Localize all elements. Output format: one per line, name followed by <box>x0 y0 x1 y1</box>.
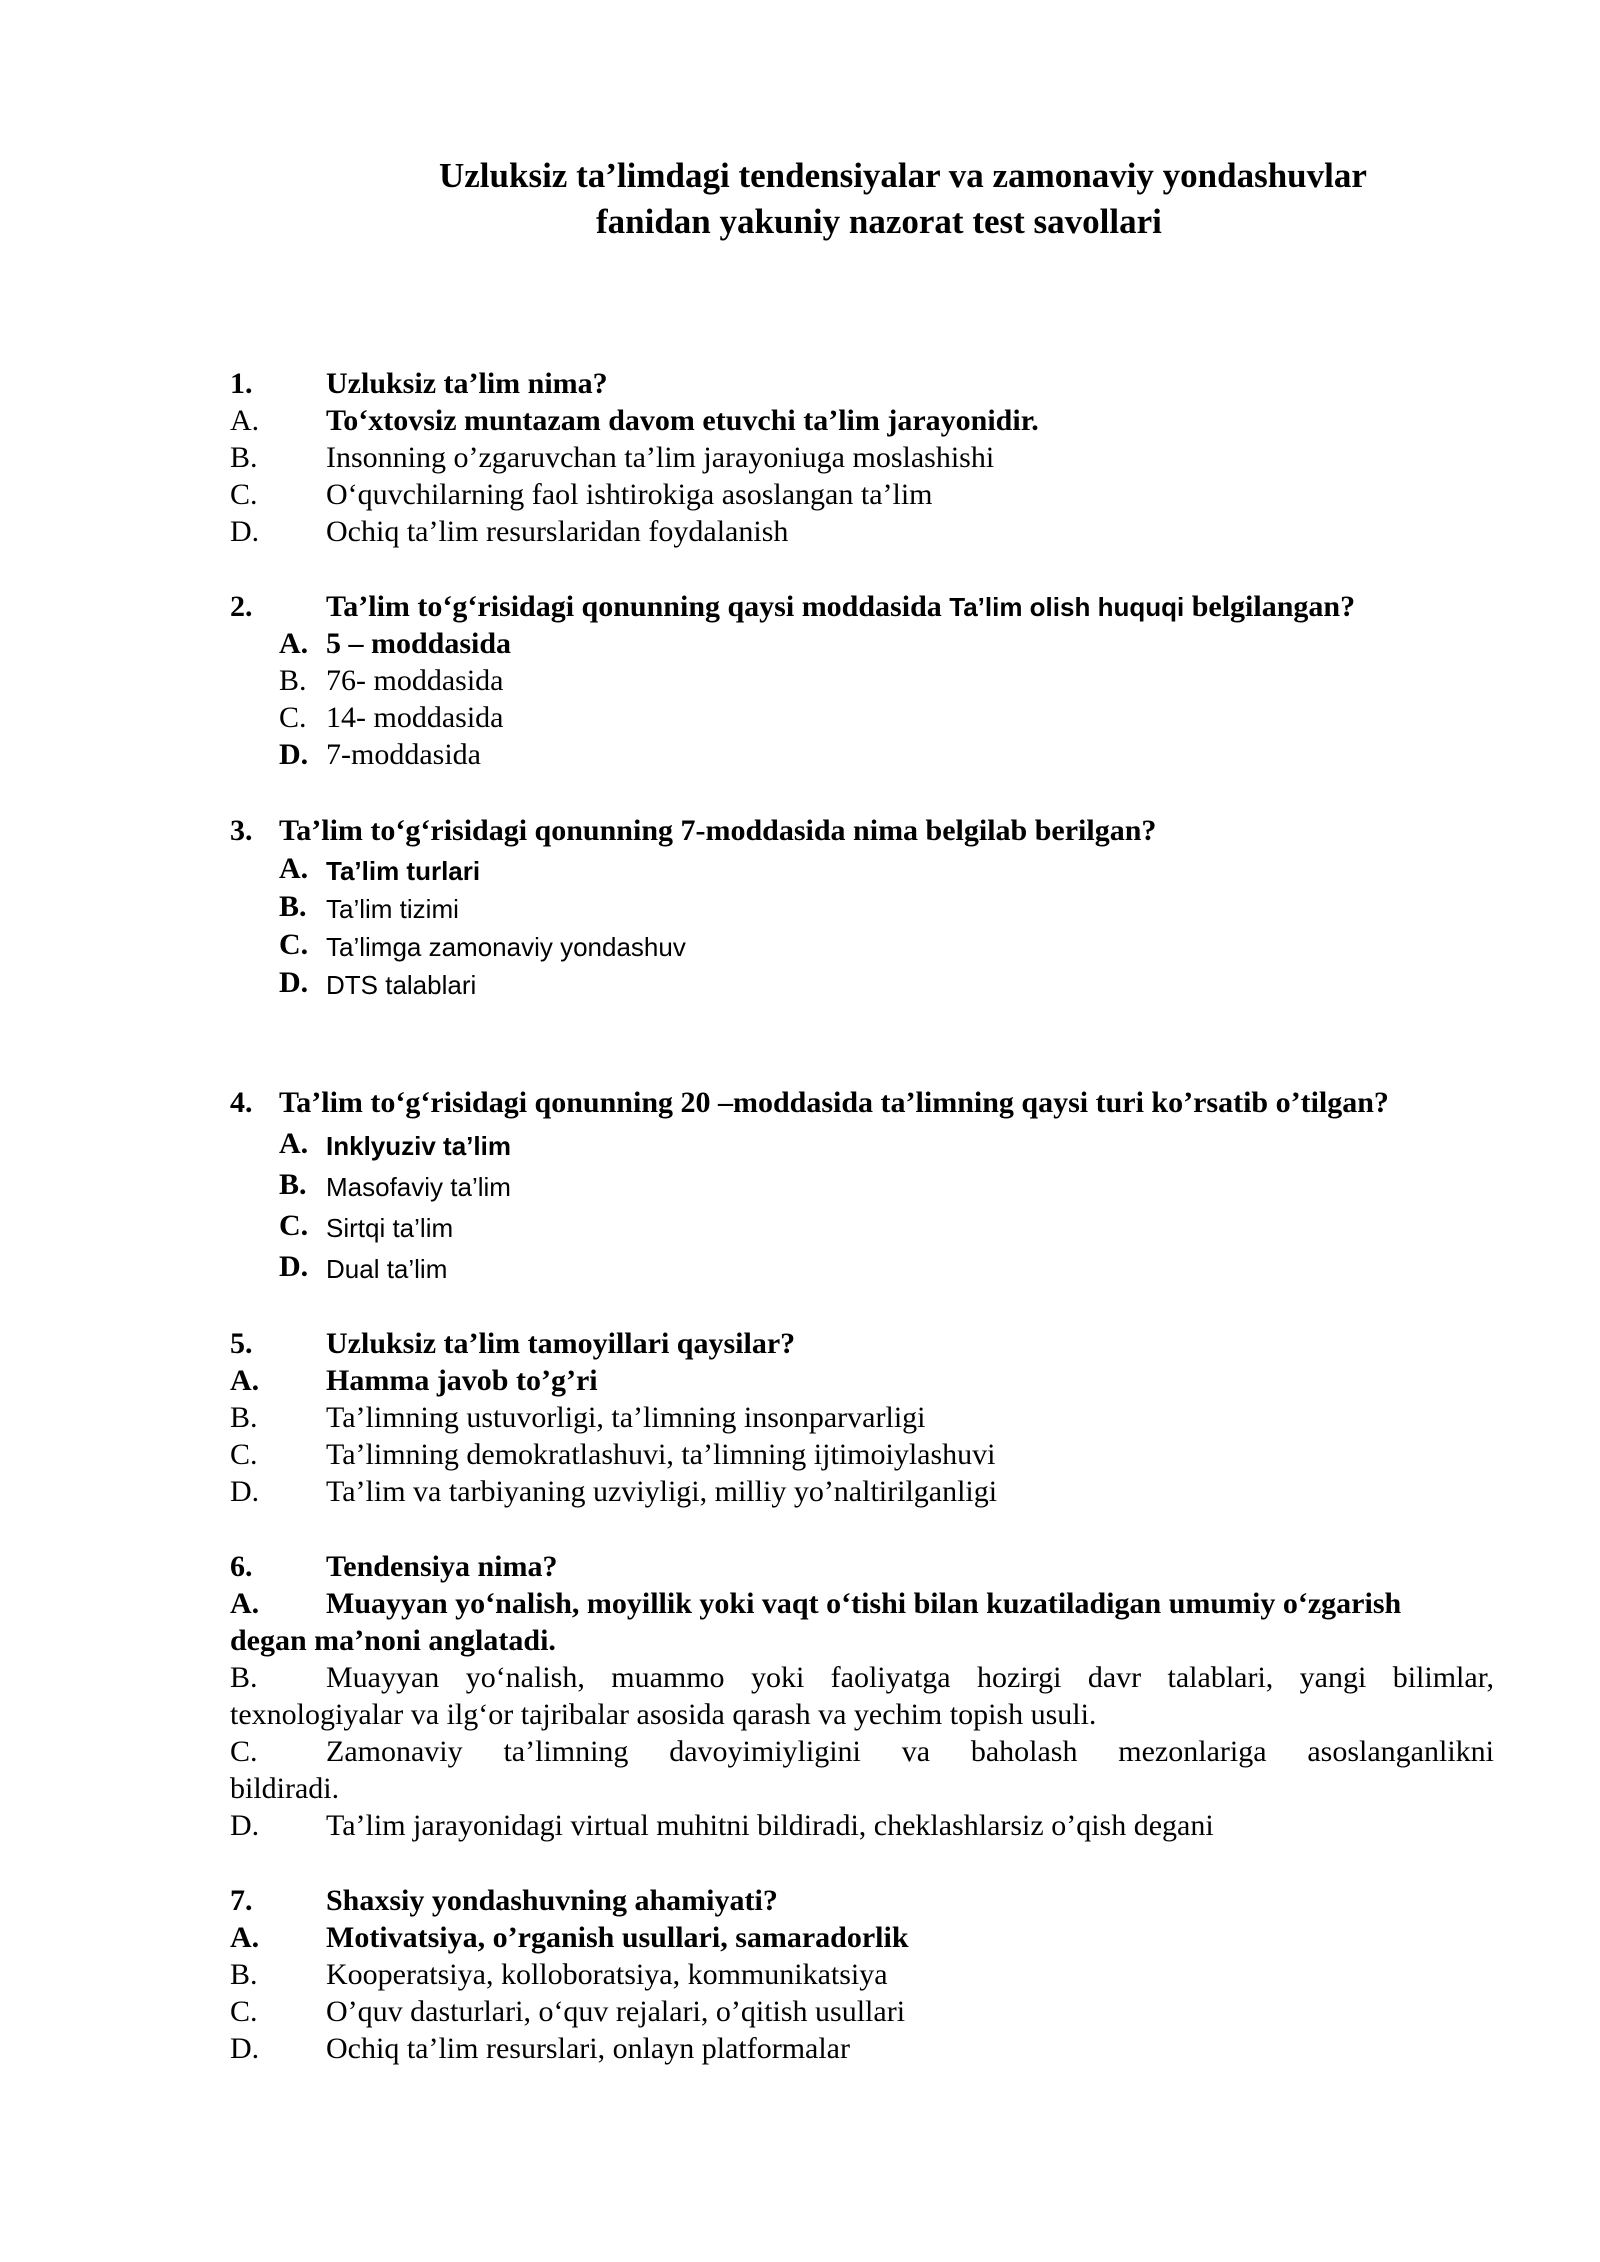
option-text: To‘xtovsiz muntazam davom etuvchi ta’lim jarayonidir. <box>326 404 1039 437</box>
question-text: Ta’lim to‘g‘risidagi qonunning 7-moddasida nima belgilab berilgan? <box>279 814 1157 847</box>
option-letter: A. <box>279 627 309 660</box>
option-text: Inklyuziv ta’lim <box>326 1131 511 1161</box>
title-line-2: fanidan yakuniy nazorat test savollari <box>596 202 1162 241</box>
question-text-part: Ta’lim olish huquqi <box>949 592 1185 622</box>
option-letter: C. <box>279 1209 309 1242</box>
option-text-line: texnologiyalar va ilg‘or tajribalar asosida qarash va yechim topish usuli. <box>230 1698 1097 1731</box>
question-number: 4. <box>230 1086 253 1119</box>
option-letter: B. <box>230 1401 258 1434</box>
option-letter: D. <box>279 738 309 771</box>
option-text: Kooperatsiya, kolloboratsiya, kommunikatsiya <box>326 1958 888 1991</box>
option-letter: C. <box>279 928 309 961</box>
option-text: O‘quvchilarning faol ishtirokiga asoslangan ta’lim <box>326 478 933 511</box>
option-letter: B. <box>279 664 307 697</box>
option-text-line: Zamonaviy ta’limning davoyimiyligini va baholash mezonlariga asoslanganlikni <box>326 1735 1494 1768</box>
option-text: Dual ta’lim <box>326 1254 448 1284</box>
option-letter: D. <box>279 966 309 999</box>
option-text: Ochiq ta’lim resurslari, onlayn platformalar <box>326 2032 850 2065</box>
option-text: Insonning o’zgaruvchan ta’lim jarayoniuga moslashishi <box>326 441 995 474</box>
question-text: Uzluksiz ta’lim tamoyillari qaysilar? <box>326 1327 796 1360</box>
option-text: Ta’lim tizimi <box>326 894 459 924</box>
option-text-line: bildiradi. <box>230 1772 340 1805</box>
question-text: Ta’lim to‘g‘risidagi qonunning 20 –moddasida ta’limning qaysi turi ko’rsatib o’tilgan? <box>279 1086 1389 1119</box>
option-letter: D. <box>230 515 260 548</box>
option-text: Hamma javob to’g’ri <box>326 1364 598 1397</box>
option-text: 76- moddasida <box>326 664 504 697</box>
option-text: Ta’lim jarayonidagi virtual muhitni bildiradi, cheklashlarsiz o’qish degani <box>326 1809 1214 1842</box>
question-number: 6. <box>230 1550 253 1583</box>
option-letter: A. <box>230 1921 260 1954</box>
option-text-line: Muayyan yo‘nalish, muammo yoki faoliyatga hozirgi davr talablari, yangi bilimlar, <box>326 1661 1494 1694</box>
question-text-part: belgilangan? <box>1184 590 1356 623</box>
option-text: Motivatsiya, o’rganish usullari, samaradorlik <box>326 1921 909 1954</box>
option-letter: A. <box>230 1587 260 1620</box>
option-letter: C. <box>230 1735 258 1768</box>
option-text: DTS talablari <box>326 970 477 1000</box>
option-text: Ta’limning ustuvorligi, ta’limning insonparvarligi <box>326 1401 926 1434</box>
option-text: 7-moddasida <box>326 738 481 771</box>
option-text-line: Muayyan yo‘nalish, moyillik yoki vaqt o‘tishi bilan kuzatiladigan umumiy o‘zgarish <box>326 1587 1402 1620</box>
option-text: Masofaviy ta’lim <box>326 1172 511 1202</box>
option-letter: C. <box>230 1438 258 1471</box>
option-text: Ta’limga zamonaviy yondashuv <box>326 932 686 962</box>
option-letter: A. <box>279 852 309 885</box>
option-letter: C. <box>279 701 307 734</box>
option-text: Ta’lim turlari <box>326 856 481 886</box>
option-letter: C. <box>230 1995 258 2028</box>
question-number: 7. <box>230 1884 253 1917</box>
option-text: Ta’limning demokratlashuvi, ta’limning ijtimoiylashuvi <box>326 1438 996 1471</box>
option-letter: B. <box>230 1661 258 1694</box>
option-letter: D. <box>279 1250 309 1283</box>
option-letter: A. <box>279 1127 309 1160</box>
question-number: 2. <box>230 590 253 623</box>
option-letter: B. <box>230 441 258 474</box>
option-letter: B. <box>230 1958 258 1991</box>
question-number: 1. <box>230 367 253 400</box>
question-text: Tendensiya nima? <box>326 1550 558 1583</box>
question-number: 3. <box>230 814 253 847</box>
option-letter: A. <box>230 404 260 437</box>
option-letter: D. <box>230 1475 260 1508</box>
question-text: Uzluksiz ta’lim nima? <box>326 367 608 400</box>
option-text: 5 – moddasida <box>326 627 512 660</box>
option-letter: C. <box>230 478 258 511</box>
option-text: 14- moddasida <box>326 701 504 734</box>
title-line-1: Uzluksiz ta’limdagi tendensiyalar va zamonaviy yondashuvlar <box>439 156 1367 195</box>
option-text: O’quv dasturlari, o‘quv rejalari, o’qitish usullari <box>326 1995 906 2028</box>
question-number: 5. <box>230 1327 253 1360</box>
option-letter: A. <box>230 1364 260 1397</box>
option-text: Ta’lim va tarbiyaning uzviyligi, milliy yo’naltirilganligi <box>326 1475 998 1508</box>
option-text: Sirtqi ta’lim <box>326 1213 454 1243</box>
question-text: Shaxsiy yondashuvning ahamiyati? <box>326 1884 778 1917</box>
option-text-line: degan ma’noni anglatadi. <box>230 1624 556 1657</box>
question-text-part: Ta’lim to‘g‘risidagi qonunning qaysi moddasida <box>326 590 950 623</box>
option-letter: B. <box>279 890 307 923</box>
option-text: Ochiq ta’lim resurslaridan foydalanish <box>326 515 789 548</box>
option-letter: D. <box>230 2032 260 2065</box>
option-letter: D. <box>230 1809 260 1842</box>
question-text <box>326 589 1355 625</box>
option-letter: B. <box>279 1168 307 1201</box>
